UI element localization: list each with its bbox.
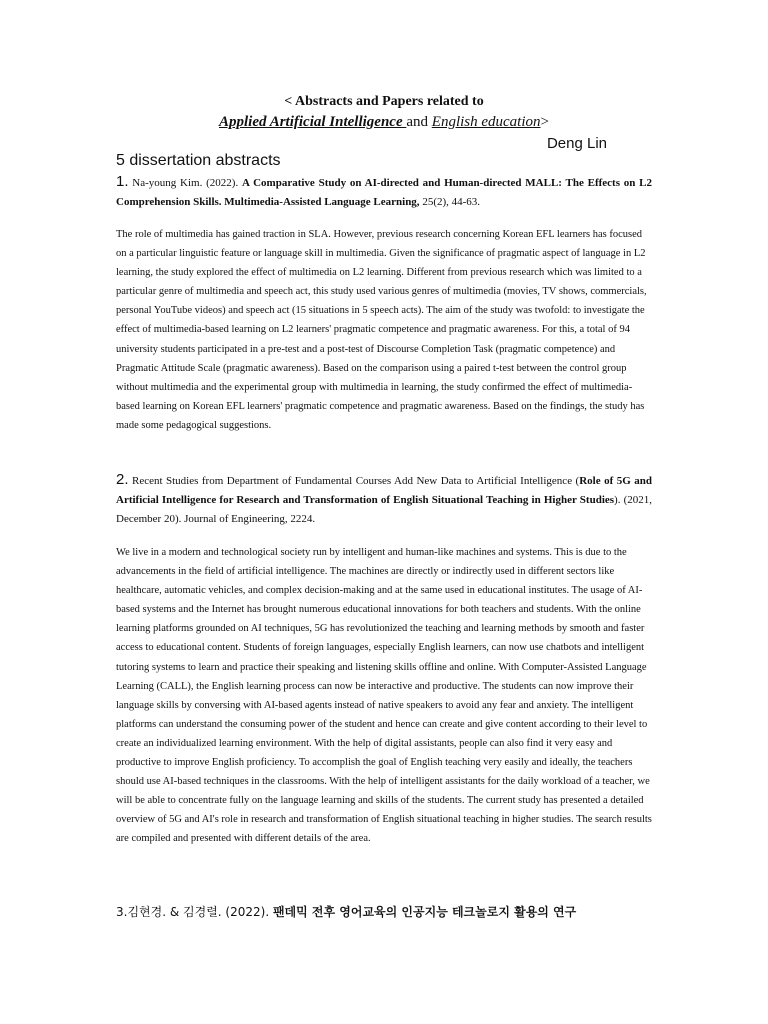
entry-1-citation <box>116 172 652 212</box>
entry-title: Role of 5G and Artificial Intelligence for Research and Transformation of English Situational Teaching in Higher Studies <box>116 475 652 506</box>
header-line-2 <box>0 114 768 131</box>
entry-3-prefix: 3.김현경. & 김경렬. (2022). <box>116 905 273 919</box>
entry-2-citation <box>116 470 652 529</box>
entry-title: A Comparative Study on AI-directed and Human-directed MALL: The Effects on L2 Comprehension Skills. Multimedia-Assisted Language Learning, <box>116 177 652 208</box>
entry-number: 2. <box>116 471 129 488</box>
topic-applied-ai: Applied Artificial Intelligence <box>219 114 407 130</box>
header-line-1: < Abstracts and Papers related to <box>284 94 484 109</box>
entry-authors: Recent Studies from Department of Fundamental Courses Add New Data to Artificial Intelligence ( <box>128 475 580 487</box>
author-name: Deng Lin <box>546 135 607 152</box>
entry-2-abstract: We live in a modern and technological society run by intelligent and human-like machines and systems. This is due to the advancements in the field of artificial intelligence. The machines are directly or indirectly used in different sectors like healthcare, automatic vehicles, and complex decision-making and at the same used in educational institutes. The usage of AI-based systems and the Internet has brought numerous educational innovations for both teachers and students. With the online learning platforms grounded on AI techniques, 5G has revolutionized the teaching and learning methods by smooth and faster access to educational content. Students of foreign languages, especially English learners, can now use chatbots and intelligent tutoring systems to learn and practice their speaking and listening skills offline and online. With Computer-Assisted Language Learning (CALL), the English learning process can now be interactive and productive. The students can now improve their language skills by conversing with AI-based agents instead of native speakers to avoid any fear and anxiety. The intelligent platforms can understand the consuming power of the student and hence can create and give content according to their level to create an individualized learning environment. With the help of digital assistants, people can also find it very easy and productive to improve English proficiency. To accomplish the goal of English teaching very easily and ideally, the teachers should use AI-based techniques in the classrooms. With the help of intelligent assistants for the daily workload of a teacher, we will be able to concentrate fully on the language learning and skills of the students. The current study has presented a detailed overview of 5G and AI's role in research and transformation of English situational teaching in higher studies. The search results are compiled and presented with different details of the area. <box>116 547 652 845</box>
entry-3-citation <box>116 903 656 920</box>
header-close: > <box>540 114 549 130</box>
topic-and: and <box>406 114 432 130</box>
entry-tail: 25(2), 44-63. <box>419 196 481 208</box>
entry-tail: ). (2021, December 20). Journal of Engineering, 2224. <box>116 494 653 525</box>
topic-english-education: English education <box>431 114 541 130</box>
section-title: 5 dissertation abstracts <box>116 152 281 169</box>
entry-1-abstract: The role of multimedia has gained traction in SLA. However, previous research concerning Korean EFL learners has focused on a particular linguistic feature or language skill in multimedia. Given the significance of pragmatic aspect of language in L2 learning, the study explored the effect of multimedia on L2 learning. Different from previous research which was limited to a particular genre of multimedia and speech act, this study used various genres of multimedia (movies, TV shows, commercials, personal YouTube videos) and speech act (15 situations in 5 speech acts). The aim of the study was twofold: to investigate the effect of multimedia-based learning on L2 learners' pragmatic competence and pragmatic awareness. For this, a total of 94 university students participated in a pre-test and a post-test of Discourse Completion Task (pragmatic competence) and Pragmatic Attitude Scale (pragmatic awareness). Based on the comparison using a paired t-test between the control group without multimedia and the experimental group with multimedia in learning, the study confirmed the effect of multimedia-based learning on Korean EFL learners' pragmatic competence and pragmatic awareness. Based on the findings, the study has made some pedagogical suggestions. <box>116 229 647 431</box>
entry-3-title: 팬데믹 전후 영어교육의 인공지능 테크놀로지 활용의 연구 <box>272 905 577 919</box>
entry-number: 1. <box>116 173 129 190</box>
entry-authors: Na-young Kim. (2022). <box>128 177 242 189</box>
